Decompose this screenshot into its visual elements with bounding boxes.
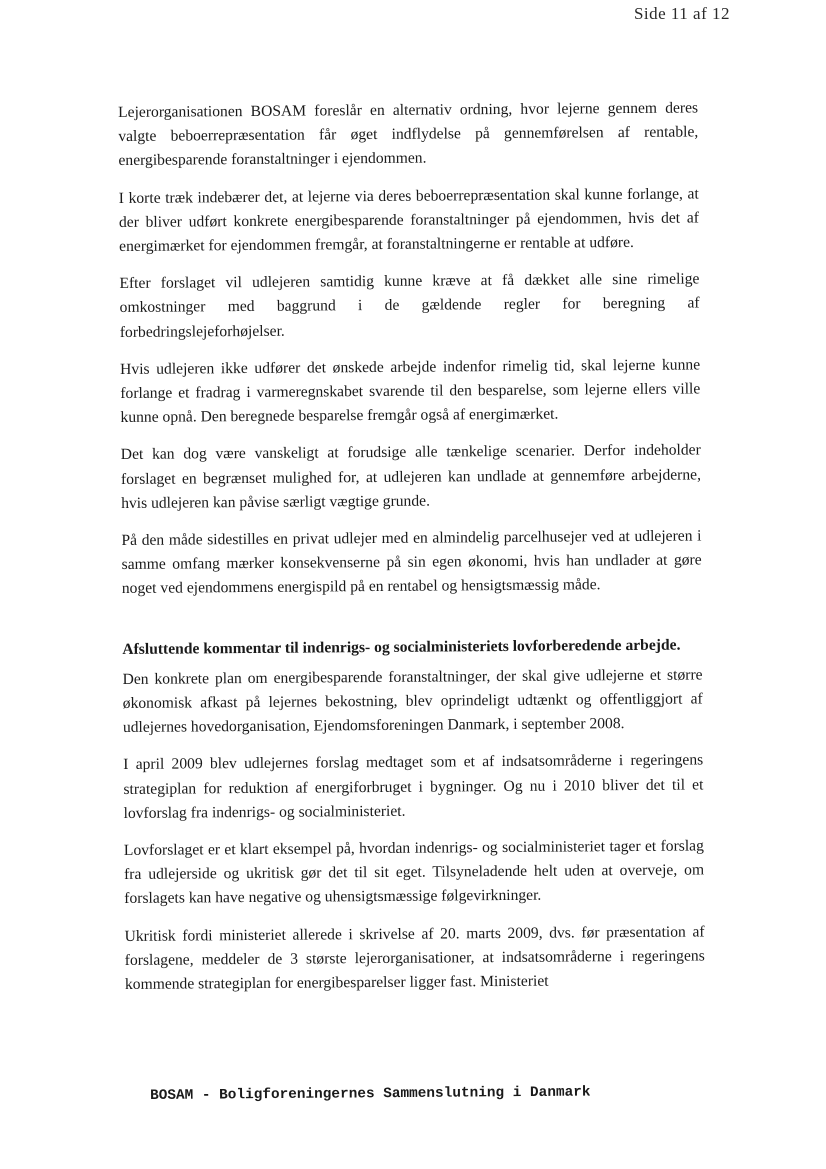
page-number: Side 11 af 12 (633, 4, 730, 23)
paragraph: Efter forslaget vil udlejeren samtidig kunne kræve at få dækket alle sine rimelige omkostninger med baggrund i de gældende regler for beregning af forbedringslejeforhøjelser. (119, 270, 700, 341)
paragraph: Hvis udlejeren ikke udfører det ønskede arbejde indenfor rimelig tid, skal lejerne kunne forlange et fradrag i varmeregnskabet svarende til den besparelse, som lejerne ellers ville kunne opnå. Den beregnede besparelse fremgår også af energimærket. (120, 356, 701, 427)
paragraph: Lejerorganisationen BOSAM foreslår en alternativ ordning, hvor lejerne gennem deres valgte beboerrepræsentation får øget indflydelse på gennemførelsen af rentable, energibesparende foranstaltninger i ejendommen. (118, 99, 699, 170)
paragraph: På den måde sidestilles en privat udlejer med en almindelig parcelhusejer ved at udlejeren i samme omfang mærker konsekvenserne på sin egen økonomi, hvis han undlader at gøre noget ved ejendommens energispild på en rentabel og hensigtsmæssig måde. (121, 527, 702, 598)
document-body (118, 96, 705, 1010)
paragraph: Det kan dog være vanskeligt at forudsige alle tænkelige scenarier. Derfor indeholder forslaget en begrænset mulighed for, at udlejeren kan undlade at gennemføre arbejderne, hvis udlejeren kan påvise særligt vægtige grunde. (120, 441, 702, 512)
page-footer: BOSAM - Boligforeningernes Sammenslutning i Danmark (150, 1084, 591, 1104)
paragraph: I april 2009 blev udlejernes forslag medtaget som et af indsatsområderne i regeringens strategiplan for reduktion af energiforbruget i bygninger. Og nu i 2010 bliver det til et lovforslag fra indenrigs- og socialministeriet. (123, 751, 704, 822)
paragraph: Den konkrete plan om energibesparende foranstaltninger, der skal give udlejerne et større økonomisk afkast på lejernes bekostning, blev oprindeligt udtænkt og offentliggjort af udlejernes hovedorganisation, Ejendomsforeningen Danmark, i september 2008. (122, 666, 703, 737)
paragraph: Lovforslaget er et klart eksempel på, hvordan indenrigs- og socialministeriet tager et forslag fra udlejerside og ukritisk gør det til sit eget. Tilsyneladende helt uden at overveje, om forslagets kan have negative og uhensigtsmæssige følgevirkninger. (123, 837, 705, 908)
paragraph: I korte træk indebærer det, at lejerne via deres beboerrepræsentation skal kunne forlange, at der bliver udført konkrete energibesparende foranstaltninger på ejendommen, hvis det af energimærket for ejendommen fremgår, at foranstaltningerne er rentable at udføre. (118, 185, 700, 256)
paragraph: Ukritisk fordi ministeriet allerede i skrivelse af 20. marts 2009, dvs. før præsentation af forslagene, meddeler de 3 største lejerorganisationer, at indsatsområderne i regeringens kommende strategiplan for energibesparelser ligger fast. Ministeriet (124, 923, 705, 994)
section-heading: Afsluttende kommentar til indenrigs- og socialministeriets lovforberedende arbejde. (122, 636, 681, 658)
